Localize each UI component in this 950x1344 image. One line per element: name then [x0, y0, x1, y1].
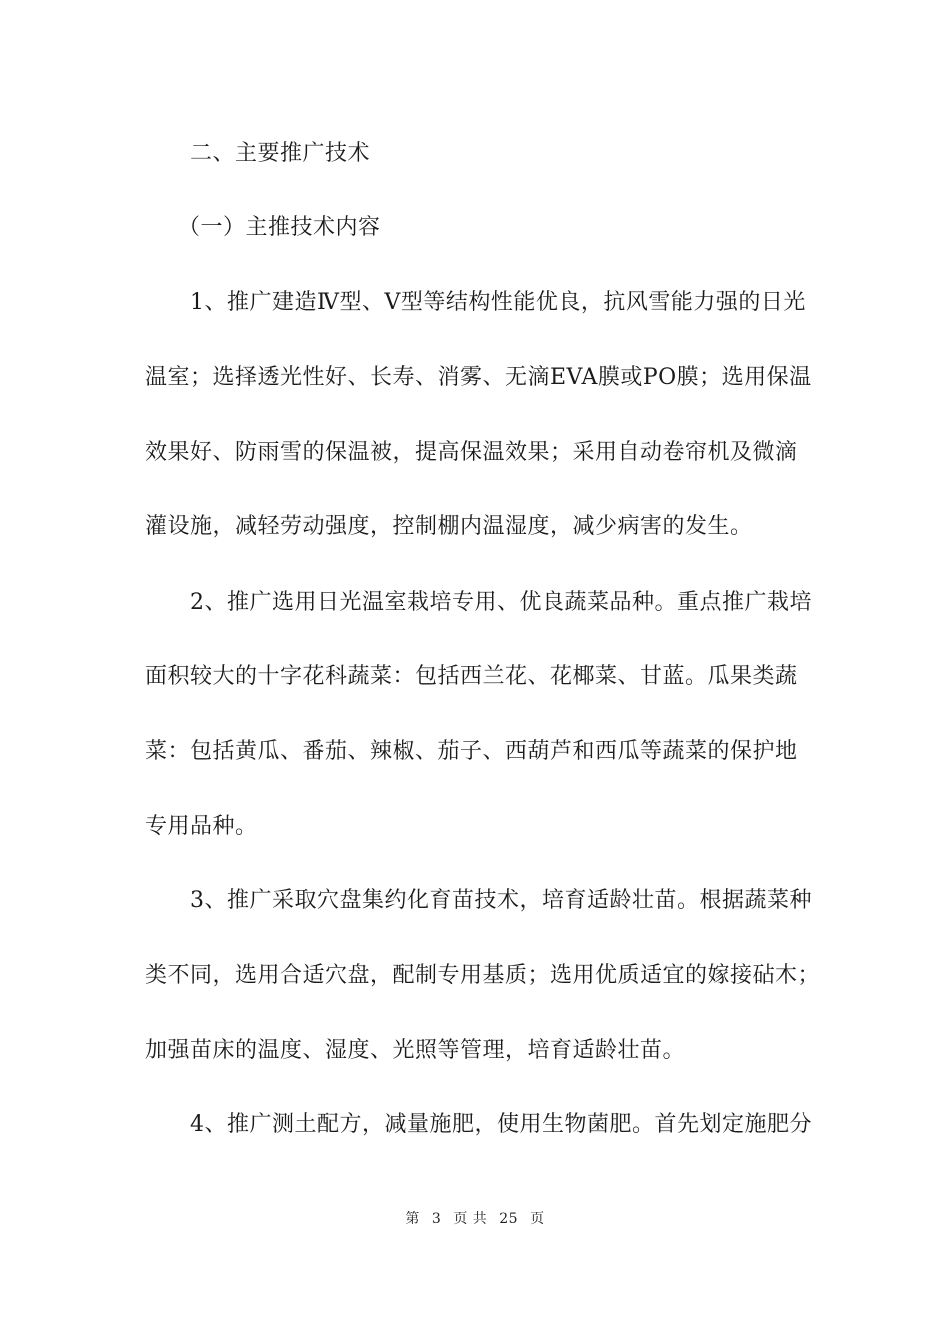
- paragraph-line: 面积较大的十字花科蔬菜：包括西兰花、花椰菜、甘蓝。瓜果类蔬: [145, 664, 798, 689]
- current-page-number: 3: [431, 1211, 442, 1227]
- paragraph-line: 加强苗床的温度、湿度、光照等管理，培育适龄壮苗。: [145, 1038, 686, 1063]
- paragraph-line: 温室；选择透光性好、长寿、消雾、无滴EVA膜或PO膜；选用保温: [145, 365, 812, 390]
- paragraph-line: 2、推广选用日光温室栽培专用、优良蔬菜品种。重点推广栽培: [190, 590, 812, 615]
- subsection-heading: （一）主推技术内容: [178, 215, 381, 240]
- total-page-count: 25: [499, 1211, 519, 1227]
- paragraph-line: 3、推广采取穴盘集约化育苗技术，培育适龄壮苗。根据蔬菜种: [190, 888, 812, 913]
- footer-prefix: 第: [405, 1211, 420, 1227]
- page-footer: [0, 1208, 950, 1228]
- paragraph-line: 效果好、防雨雪的保温被，提高保温效果；采用自动卷帘机及微滴: [145, 440, 798, 465]
- paragraph-line: 类不同，选用合适穴盘，配制专用基质；选用优质适宜的嫁接砧木；: [145, 963, 821, 988]
- paragraph-line: 4、推广测土配方，减量施肥，使用生物菌肥。首先划定施肥分: [190, 1112, 812, 1137]
- paragraph-line: 菜：包括黄瓜、番茄、辣椒、茄子、西葫芦和西瓜等蔬菜的保护地: [145, 739, 798, 764]
- footer-suffix: 页: [530, 1211, 545, 1227]
- footer-middle: 页 共: [453, 1211, 488, 1227]
- paragraph-line: 专用品种。: [145, 814, 258, 839]
- paragraph-line: 灌设施，减轻劳动强度，控制棚内温湿度，减少病害的发生。: [145, 514, 753, 539]
- section-heading: 二、主要推广技术: [190, 141, 371, 166]
- paragraph-line: 1、推广建造Ⅳ型、Ⅴ型等结构性能优良，抗风雪能力强的日光: [190, 290, 806, 315]
